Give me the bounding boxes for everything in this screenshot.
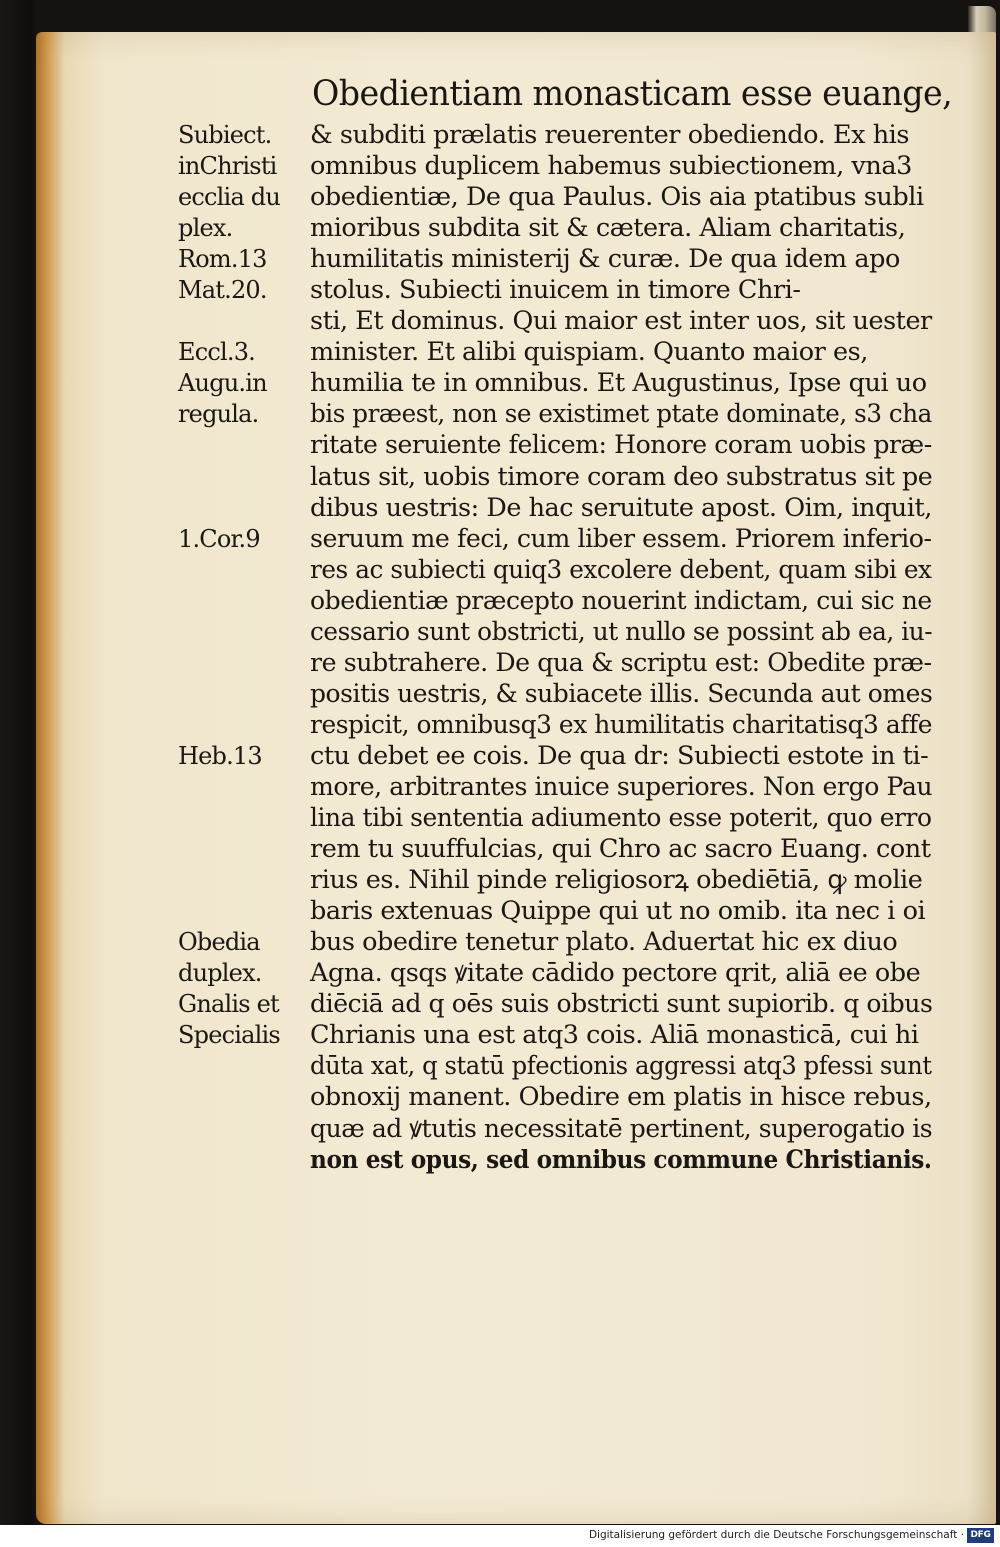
text-line: minister. Et alibi quispiam. Quanto maior es,	[310, 337, 868, 368]
dfg-logo: DFG	[967, 1528, 994, 1543]
margin-note-line: regula.	[178, 400, 259, 429]
text-line: humilia te in omnibus. Et Augustinus, Ipse qui uo	[310, 368, 927, 399]
text-line: ritate seruiente felicem: Honore coram uobis præ-	[310, 430, 932, 461]
text-line: cessario sunt obstricti, ut nullo se possint ab ea, iu-	[310, 616, 933, 647]
margin-note-line: 1.Cor.9	[178, 524, 260, 553]
margin-note-line: Gnalis et	[178, 990, 279, 1019]
body-text	[310, 120, 932, 1176]
text-line: bis præest, non se existimet ptate dominate, s3 cha	[310, 399, 932, 430]
margin-note-line: Rom.13	[178, 245, 267, 273]
text-line: more, arbitrantes inuice superiores. Non ergo Pau	[310, 771, 933, 802]
text-line: Agna. qsqs ꝟitate cādido pectore qrit, aliā ee obe	[310, 958, 921, 989]
text-line: diēciā ad q oēs suis obstricti sunt supiorib. q oibus	[310, 989, 933, 1020]
text-line: seruum me feci, cum liber essem. Priorem inferio-	[310, 523, 932, 554]
margin-note-line: Obedia	[178, 928, 260, 957]
margin-note	[178, 927, 280, 1051]
text-line: respicit, omnibusq3 ex humilitatis charitatisq3 affe	[310, 709, 933, 740]
margin-note	[178, 741, 262, 772]
funding-notice: Digitalisierung gefördert durch die Deutsche Forschungsgemeinschaft ·	[588, 1529, 964, 1541]
text-line: baris extenuas Quippe qui ut no omib. ita nec i oi	[310, 896, 926, 927]
text-line: stolus. Subiecti inuicem in timore Chri-	[310, 275, 801, 306]
margin-note	[178, 337, 267, 430]
text-line: positis uestris, & subiacete illis. Secunda aut omes	[310, 678, 933, 709]
text-line: rem tu suuffulcias, qui Chro ac sacro Euang. cont	[310, 834, 931, 865]
text-line: obedientiæ, De qua Paulus. Ois aia ptatibus subli	[310, 182, 924, 213]
text-line: & subditi prælatis reuerenter obediendo. Ex his	[310, 120, 910, 150]
text-line: latus sit, uobis timore coram deo substratus sit pe	[310, 461, 933, 492]
margin-note-line: Heb.13	[178, 742, 262, 770]
text-line: bus obedire tenetur plato. Aduertat hic ex diuo	[310, 927, 898, 958]
margin-note	[178, 120, 280, 306]
text-line: humilitatis ministerij & curæ. De qua idem apo	[310, 244, 900, 275]
text-line: omnibus duplicem habemus subiectionem, vna3	[310, 151, 912, 182]
footer-bar	[0, 1525, 1000, 1547]
margin-note-line: Eccl.3.	[178, 338, 256, 367]
text-line: lina tibi sententia adiumento esse poterit, quo erro	[310, 803, 932, 834]
margin-note-line: Specialis	[178, 1021, 280, 1050]
margin-note-line: Subiect.	[178, 121, 272, 149]
text-line: obnoxij manent. Obedire em platis in hisce rebus,	[310, 1082, 932, 1113]
margin-note-line: plex.	[178, 214, 233, 242]
margin-note-line: Augu.in	[178, 369, 267, 398]
margin-note-line: inChristi	[178, 152, 277, 180]
text-line: mioribus subdita sit & cætera. Aliam charitatis,	[310, 213, 906, 244]
text-line: res ac subiecti quiq3 excolere debent, quam sibi ex	[310, 554, 932, 585]
text-line: quæ ad ꝟtutis necessitatē pertinent, superogatio is	[310, 1113, 933, 1144]
text-line: rius es. Nihil pinde religiosorꝝ obediētiā, ꝙ molie	[310, 865, 923, 896]
margin-note	[178, 524, 260, 555]
text-line: re subtrahere. De qua & scriptu est: Obedite præ-	[310, 647, 932, 678]
text-line: obedientiæ præcepto nouerint indictam, cui sic ne	[310, 585, 932, 616]
text-line: dūta xat, q statū pfectionis aggressi atq3 pfessi sunt	[310, 1051, 932, 1082]
text-line: ctu debet ee cois. De qua dr: Subiecti estote in ti-	[310, 740, 929, 771]
text-line: dibus uestris: De hac seruitute apost. Oim, inquit,	[310, 492, 932, 523]
text-line: non est opus, sed omnibus commune Christianis.	[310, 1144, 932, 1175]
running-head: Obedientiam monasticam esse euange,	[312, 74, 953, 114]
text-line: sti, Et dominus. Qui maior est inter uos, sit uester	[310, 306, 932, 337]
margin-note-line: Mat.20.	[178, 276, 267, 304]
margin-note-line: duplex.	[178, 959, 262, 988]
text-line: Chrianis una est atq3 cois. Aliā monasticā, cui hi	[310, 1020, 919, 1051]
margin-note-line: ecclia du	[178, 183, 280, 211]
